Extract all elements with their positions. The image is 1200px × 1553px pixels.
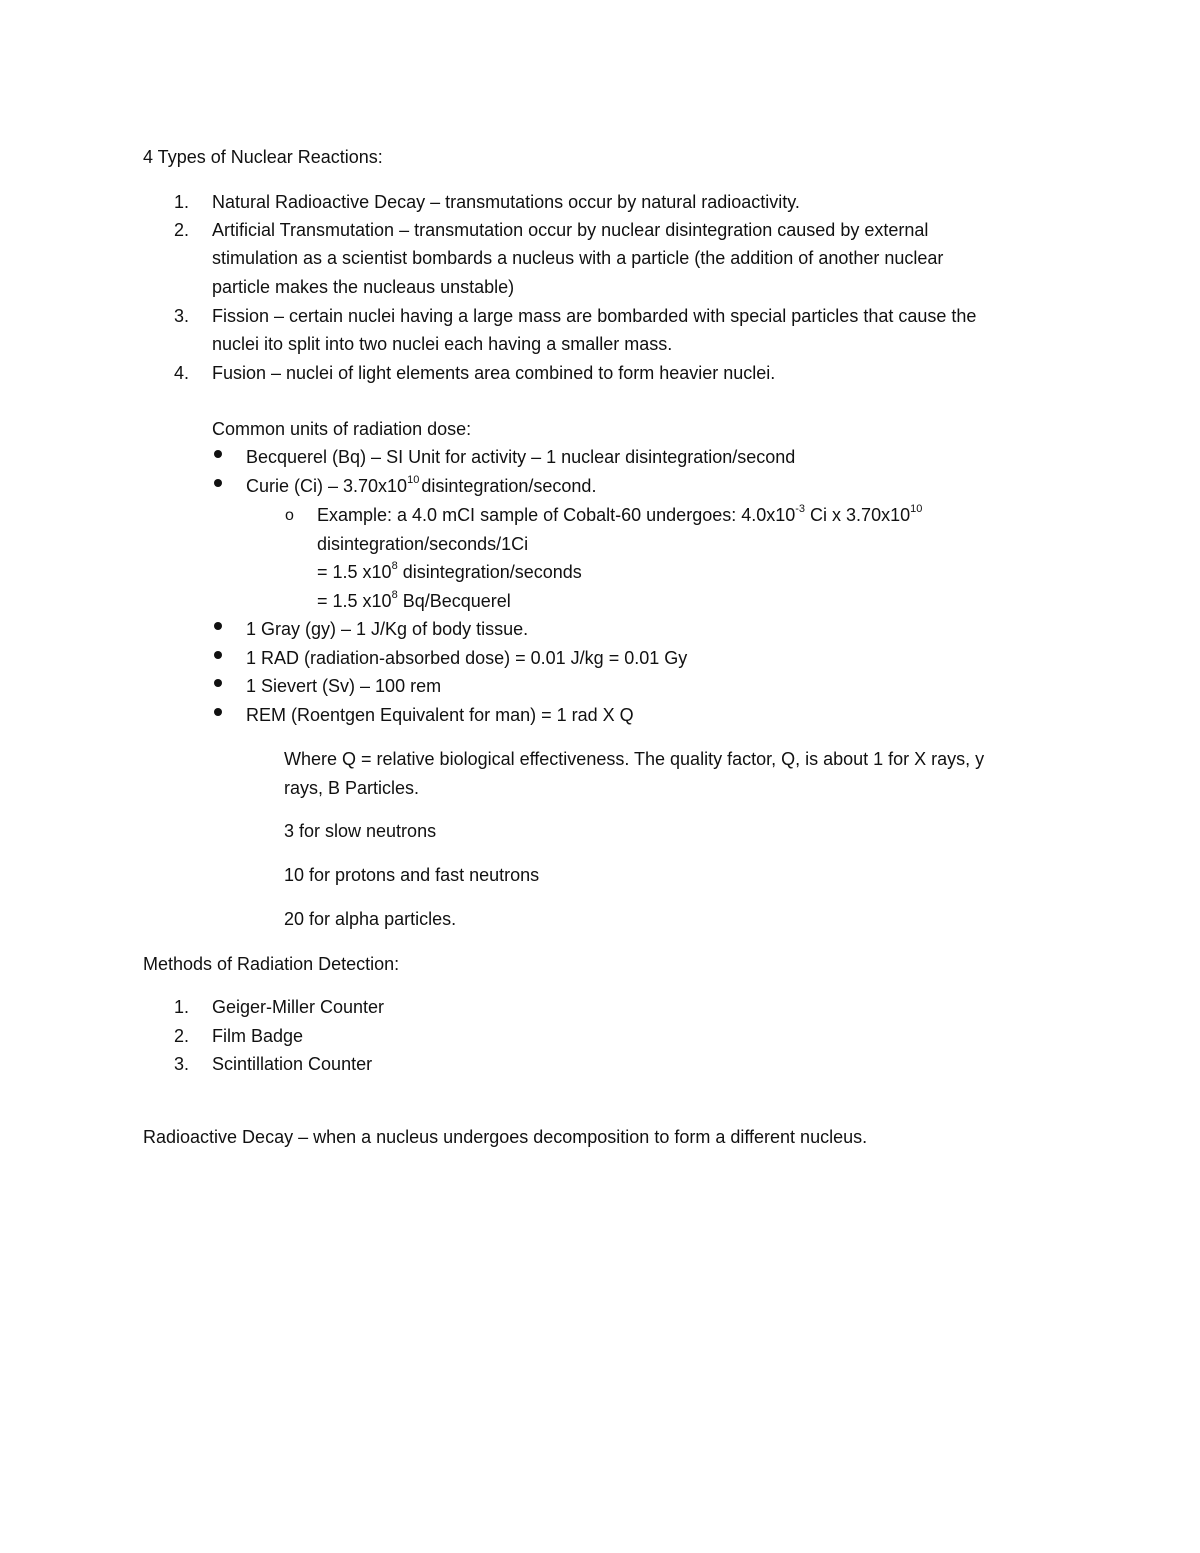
decay-definition: Radioactive Decay – when a nucleus undergoes decomposition to form a different nucleus. [143,1127,868,1147]
example-line-3-exponent: 8 [391,560,398,572]
reaction-2-number: 2. [174,220,190,240]
example-line-4-pre: = 1.5 x10 [317,591,392,611]
example-exponent-2: 10 [910,503,923,515]
example-line-3-pre: = 1.5 x10 [317,562,392,582]
unit-rem: REM (Roentgen Equivalent for man) = 1 rad X Q [246,705,634,725]
quality-slow-neutrons: 3 for slow neutrons [284,821,437,841]
detection-1-label: Geiger-Miller Counter [212,997,385,1017]
bullet-sievert [214,679,222,687]
unit-becquerel: Becquerel (Bq) – SI Unit for activity – 1 nuclear disintegration/second [246,447,796,467]
example-mid: Ci x 3.70x10 [805,505,911,525]
detection-1-number: 1. [174,997,190,1017]
reaction-4-text: Fusion – nuclei of light elements area combined to form heavier nuclei. [212,363,776,383]
bullet-rad [214,651,222,659]
detection-heading: Methods of Radiation Detection: [143,954,400,974]
example-exponent-1: -3 [795,503,806,515]
example-marker: o [285,507,294,524]
unit-curie [246,475,596,497]
example-line-3-post: disintegration/seconds [397,562,582,582]
curie-post: disintegration/second. [421,476,597,496]
quality-line-2: rays, B Particles. [284,778,420,798]
bullet-becquerel [214,450,222,458]
curie-exponent: 10 [407,474,420,486]
detection-3-number: 3. [174,1054,190,1074]
example-line-2: disintegration/seconds/1Ci [317,534,529,554]
example-line-4 [317,590,511,612]
example-line-4-post: Bq/Becquerel [397,591,511,611]
units-heading: Common units of radiation dose: [212,419,472,439]
unit-rad: 1 RAD (radiation-absorbed dose) = 0.01 J/kg = 0.01 Gy [246,648,688,668]
quality-protons: 10 for protons and fast neutrons [284,865,540,885]
reactions-heading: 4 Types of Nuclear Reactions: [143,147,383,167]
unit-gray: 1 Gray (gy) – 1 J/Kg of body tissue. [246,619,529,639]
unit-sievert: 1 Sievert (Sv) – 100 rem [246,676,442,696]
detection-2-number: 2. [174,1026,190,1046]
example-pre: Example: a 4.0 mCI sample of Cobalt-60 undergoes: 4.0x10 [317,505,796,525]
reaction-2-text-line-1: Artificial Transmutation – transmutation occur by nuclear disintegration caused by external [212,220,929,240]
reaction-3-text-line-1: Fission – certain nuclei having a large mass are bombarded with special particles that cause the [212,306,977,326]
quality-alpha: 20 for alpha particles. [284,909,457,929]
reaction-1-number: 1. [174,192,190,212]
example-line-3 [317,561,582,583]
reaction-3-text-line-2: nuclei ito split into two nuclei each having a smaller mass. [212,334,673,354]
reaction-2-text-line-2: stimulation as a scientist bombards a nucleus with a particle (the addition of another nuclear [212,248,944,268]
detection-2-label: Film Badge [212,1026,304,1046]
reaction-2-text-line-3: particle makes the nucleaus unstable) [212,277,515,297]
detection-3-label: Scintillation Counter [212,1054,373,1074]
bullet-curie [214,479,222,487]
reaction-4-number: 4. [174,363,190,383]
reaction-3-number: 3. [174,306,190,326]
reaction-1-text: Natural Radioactive Decay – transmutations occur by natural radioactivity. [212,192,800,212]
example-line-1 [317,504,922,526]
bullet-rem [214,708,222,716]
example-line-4-exponent: 8 [391,589,398,601]
curie-pre: Curie (Ci) – 3.70x10 [246,476,408,496]
bullet-gray [214,622,222,630]
quality-line-1: Where Q = relative biological effectiveness. The quality factor, Q, is about 1 for X rays, y [284,749,985,769]
